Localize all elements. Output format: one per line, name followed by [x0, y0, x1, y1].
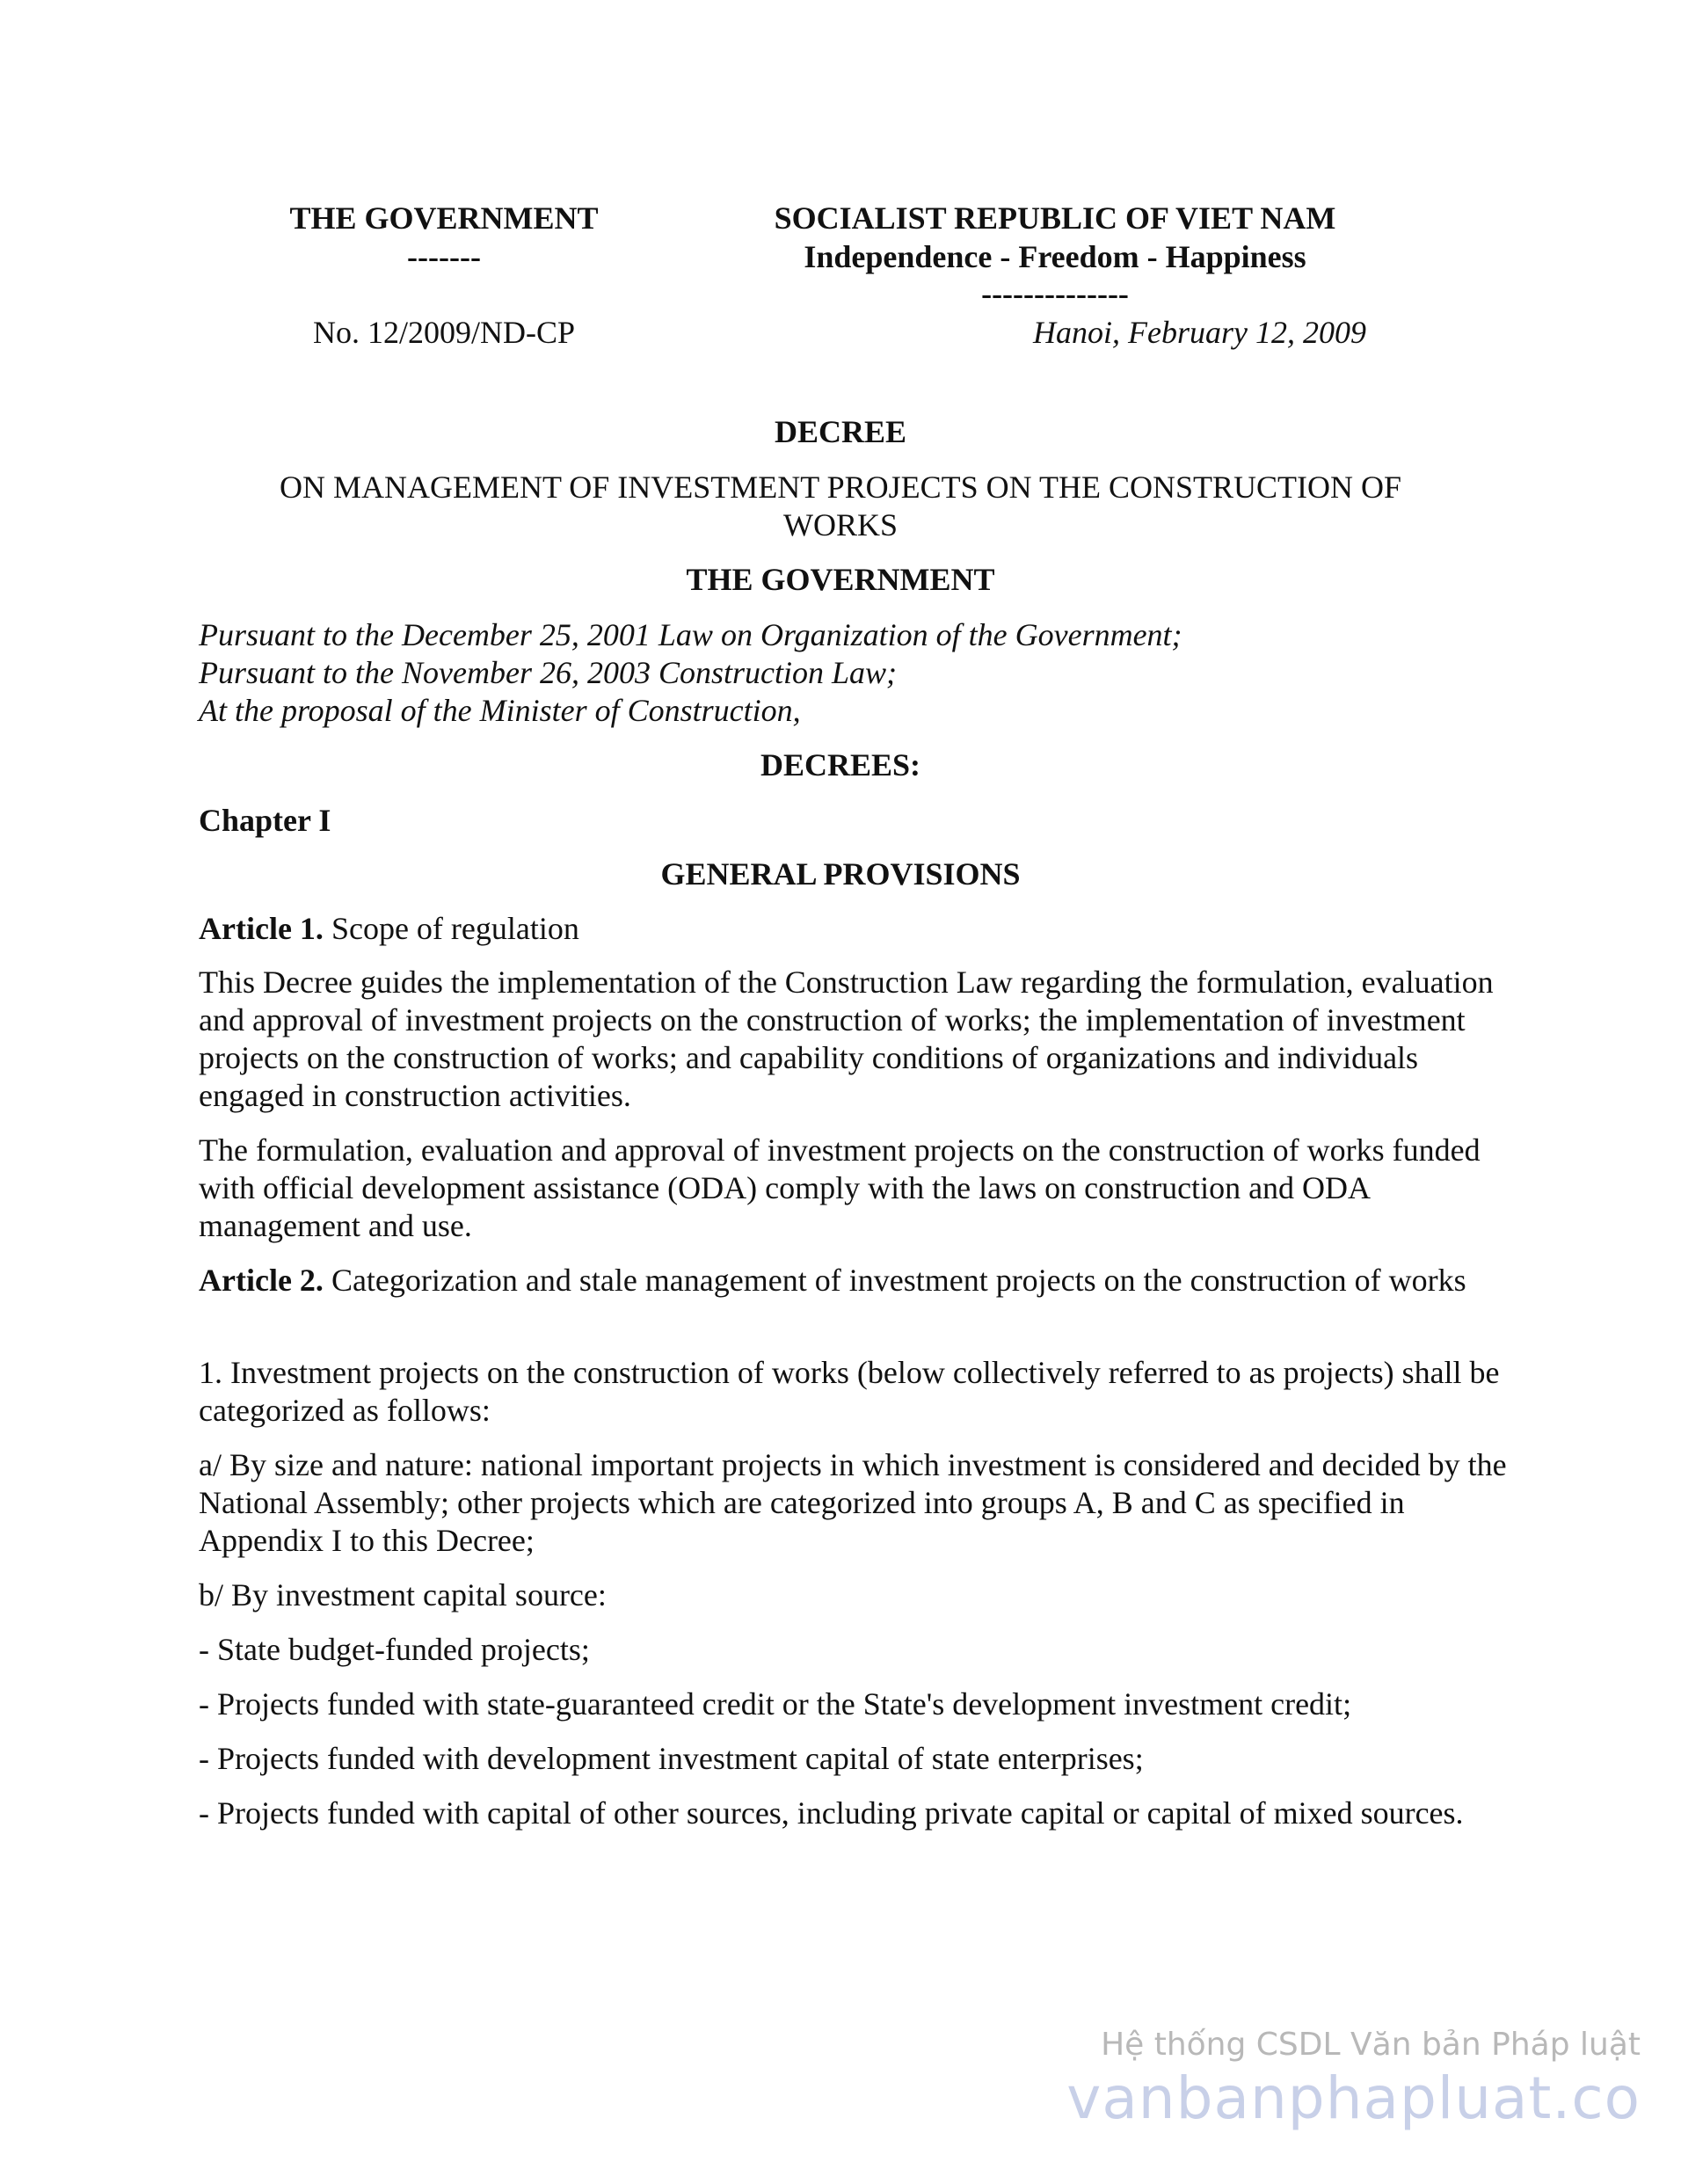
- decrees-heading: DECREES:: [760, 747, 921, 783]
- article-1-heading: [199, 910, 1517, 948]
- watermark-caption: Hệ thống CSDL Văn bản Pháp luật: [1101, 2027, 1641, 2063]
- article-1-label: Article 1.: [199, 911, 324, 946]
- article-2-paragraph: 1. Investment projects on the construction of works (below collectively referred to as projects) shall be categorized as follows:: [199, 1355, 1500, 1428]
- place-and-date: Hanoi, February 12, 2009: [1033, 315, 1366, 350]
- chapter-title: GENERAL PROVISIONS: [660, 856, 1021, 892]
- chapter-label: Chapter I: [199, 803, 331, 838]
- motto-dash: --------------: [981, 276, 1129, 311]
- country-name: SOCIALIST REPUBLIC OF VIET NAM: [774, 200, 1336, 236]
- article-1-paragraph: This Decree guides the implementation of the Construction Law regarding the formulation, evaluation and approval of investment projects on the construction of works; the implementation of investment projects on the construction of works; and capability conditions of organizations and individuals engaged in construction activities.: [199, 965, 1494, 1113]
- issuer-dash: -------: [407, 239, 481, 274]
- article-2-label: Article 2.: [199, 1263, 324, 1298]
- preamble-line: Pursuant to the November 26, 2003 Construction Law;: [199, 655, 897, 690]
- article-2-paragraph: a/ By size and nature: national important projects in which investment is considered and decided by the National Assembly; other projects which are categorized into groups A, B and C as specified in Appendix I to this Decree;: [199, 1447, 1507, 1558]
- article-1-title: Scope of regulation: [323, 911, 579, 946]
- article-1-paragraph: The formulation, evaluation and approval of investment projects on the construction of works funded with official development assistance (ODA) comply with the laws on construction and ODA management and use.: [199, 1132, 1481, 1243]
- preamble-line: Pursuant to the December 25, 2001 Law on Organization of the Government;: [199, 617, 1182, 652]
- preamble-line: At the proposal of the Minister of Construction,: [199, 693, 801, 728]
- article-2-title: Categorization and stale management of investment projects on the construction of works: [323, 1263, 1466, 1298]
- article-2-heading: [199, 1262, 1517, 1299]
- article-2-paragraph: - Projects funded with capital of other sources, including private capital or capital of mixed sources.: [199, 1795, 1464, 1831]
- article-2-paragraph: - Projects funded with development investment capital of state enterprises;: [199, 1741, 1144, 1776]
- issuer-name: THE GOVERNMENT: [289, 200, 599, 236]
- document-type: DECREE: [774, 414, 907, 449]
- national-motto: Independence - Freedom - Happiness: [804, 239, 1306, 274]
- decree-subject-line1: ON MANAGEMENT OF INVESTMENT PROJECTS ON THE CONSTRUCTION OF: [279, 470, 1402, 505]
- article-2-paragraph: b/ By investment capital source:: [199, 1577, 607, 1613]
- article-2-paragraph: - State budget-funded projects;: [199, 1632, 590, 1667]
- article-2-paragraph: - Projects funded with state-guaranteed credit or the State's development investment credit;: [199, 1686, 1352, 1722]
- document-number: No. 12/2009/ND-CP: [312, 315, 576, 350]
- issuing-body: THE GOVERNMENT: [686, 562, 995, 597]
- decree-subject-line2: WORKS: [782, 507, 898, 542]
- watermark-site: vanbanphapluat.co: [1066, 2064, 1641, 2132]
